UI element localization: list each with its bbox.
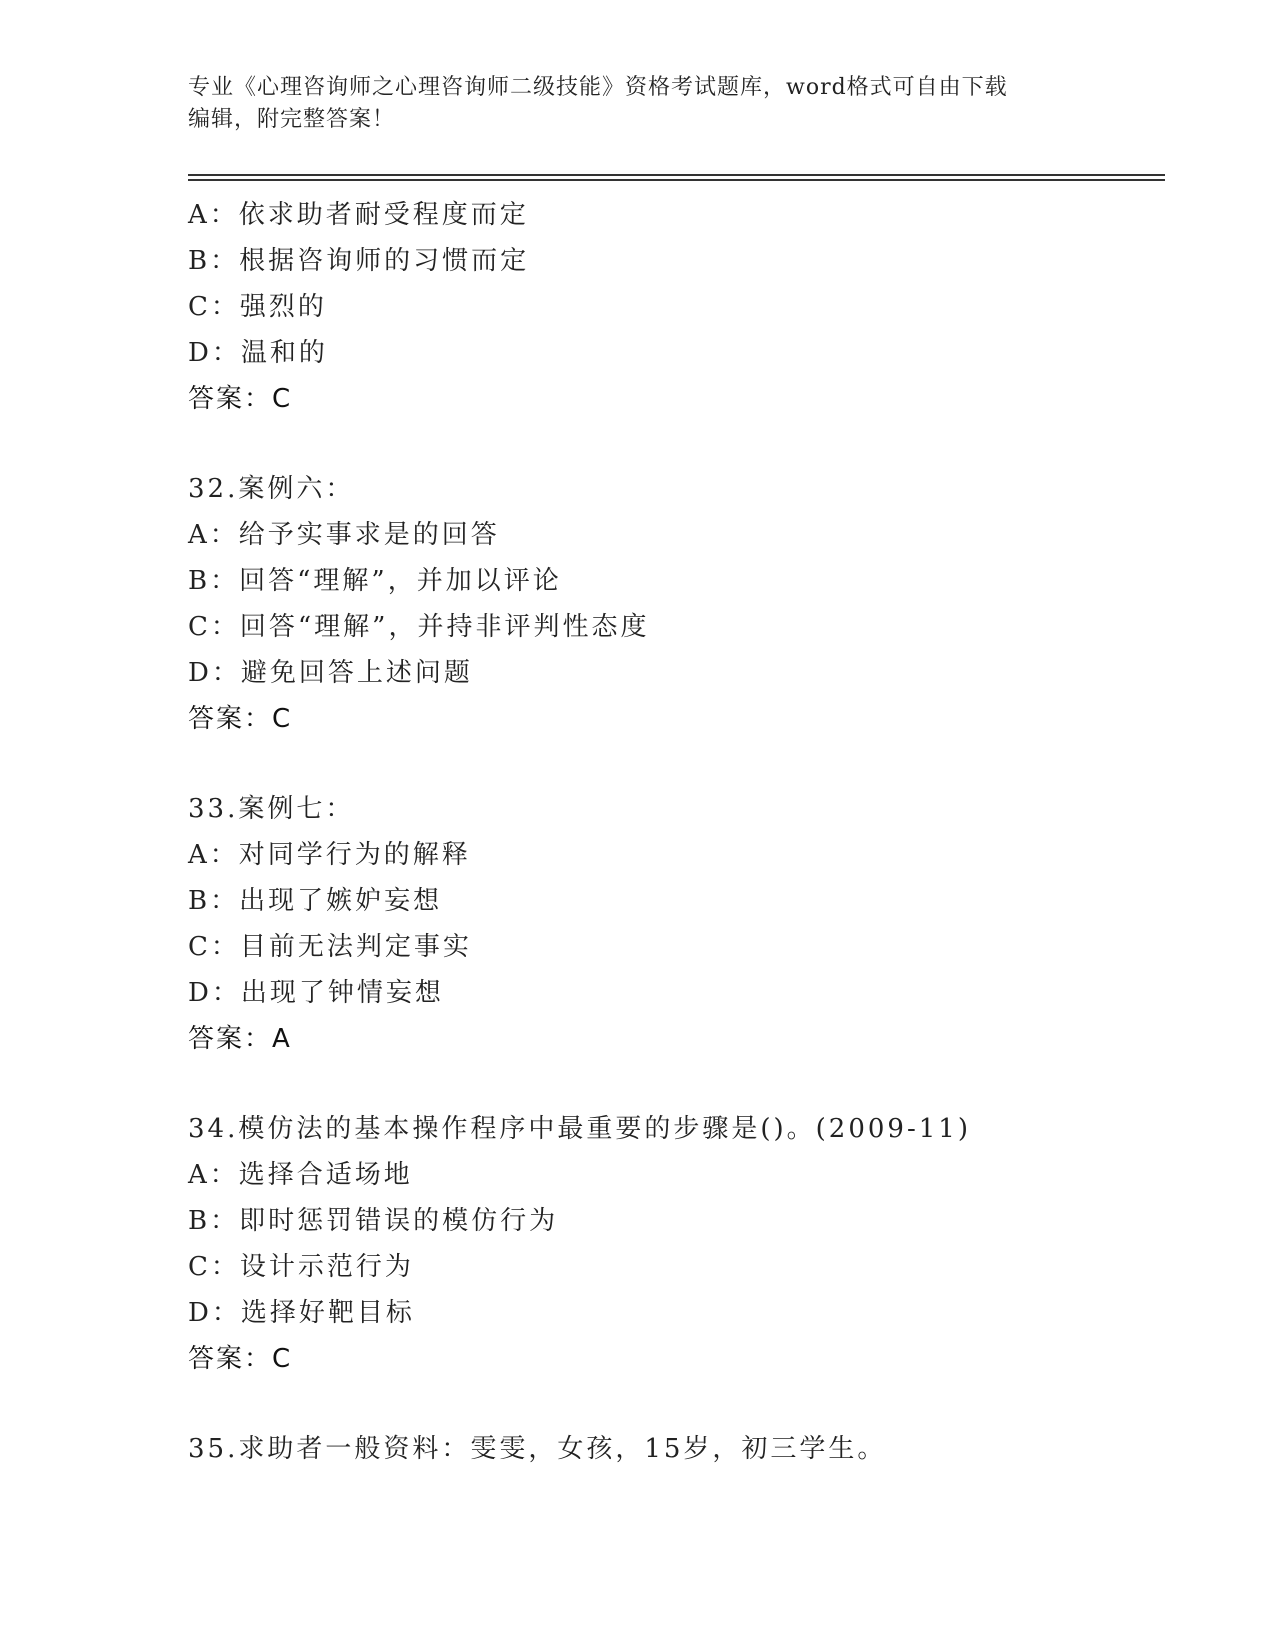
header-divider-bottom bbox=[188, 179, 1165, 181]
header-divider-top bbox=[188, 174, 1165, 176]
question-34 bbox=[188, 1106, 1148, 1382]
option-c: C：强烈的 bbox=[188, 292, 327, 322]
option-d: D：避免回答上述问题 bbox=[188, 658, 473, 688]
option-a: A：给予实事求是的回答 bbox=[188, 520, 500, 550]
question-35 bbox=[188, 1426, 1148, 1472]
question-list bbox=[188, 192, 1148, 1472]
option-d: D：温和的 bbox=[188, 338, 328, 368]
answer: 答案：A bbox=[188, 1024, 292, 1054]
answer: 答案：C bbox=[188, 384, 293, 414]
question-title: 33.案例七： bbox=[188, 794, 355, 824]
option-c: C：回答“理解”，并持非评判性态度 bbox=[188, 612, 650, 642]
question-32 bbox=[188, 466, 1148, 742]
option-b: B：即时惩罚错误的模仿行为 bbox=[188, 1206, 559, 1236]
option-d: D：选择好靶目标 bbox=[188, 1298, 415, 1328]
option-a: A：选择合适场地 bbox=[188, 1160, 413, 1190]
answer: 答案：C bbox=[188, 1344, 293, 1374]
option-a: A：依求助者耐受程度而定 bbox=[188, 200, 529, 230]
question-title: 34.模仿法的基本操作程序中最重要的步骤是()。(2009-11) bbox=[188, 1114, 971, 1144]
option-c: C：设计示范行为 bbox=[188, 1252, 414, 1282]
option-d: D：出现了钟情妄想 bbox=[188, 978, 444, 1008]
option-b: B：回答“理解”，并加以评论 bbox=[188, 566, 562, 596]
option-c: C：目前无法判定事实 bbox=[188, 932, 472, 962]
question-title: 35.求助者一般资料：雯雯，女孩，15岁，初三学生。 bbox=[188, 1434, 887, 1464]
option-b: B：出现了嫉妒妄想 bbox=[188, 886, 443, 916]
answer: 答案：C bbox=[188, 704, 293, 734]
question-33 bbox=[188, 786, 1148, 1062]
option-a: A：对同学行为的解释 bbox=[188, 840, 471, 870]
header-line-1: 专业《心理咨询师之心理咨询师二级技能》资格考试题库，word格式可自由下载 bbox=[188, 75, 1008, 100]
question-31 bbox=[188, 192, 1148, 422]
document-header bbox=[188, 72, 1088, 136]
option-b: B：根据咨询师的习惯而定 bbox=[188, 246, 530, 276]
header-line-2: 编辑，附完整答案！ bbox=[188, 107, 396, 132]
question-title: 32.案例六： bbox=[188, 474, 355, 504]
